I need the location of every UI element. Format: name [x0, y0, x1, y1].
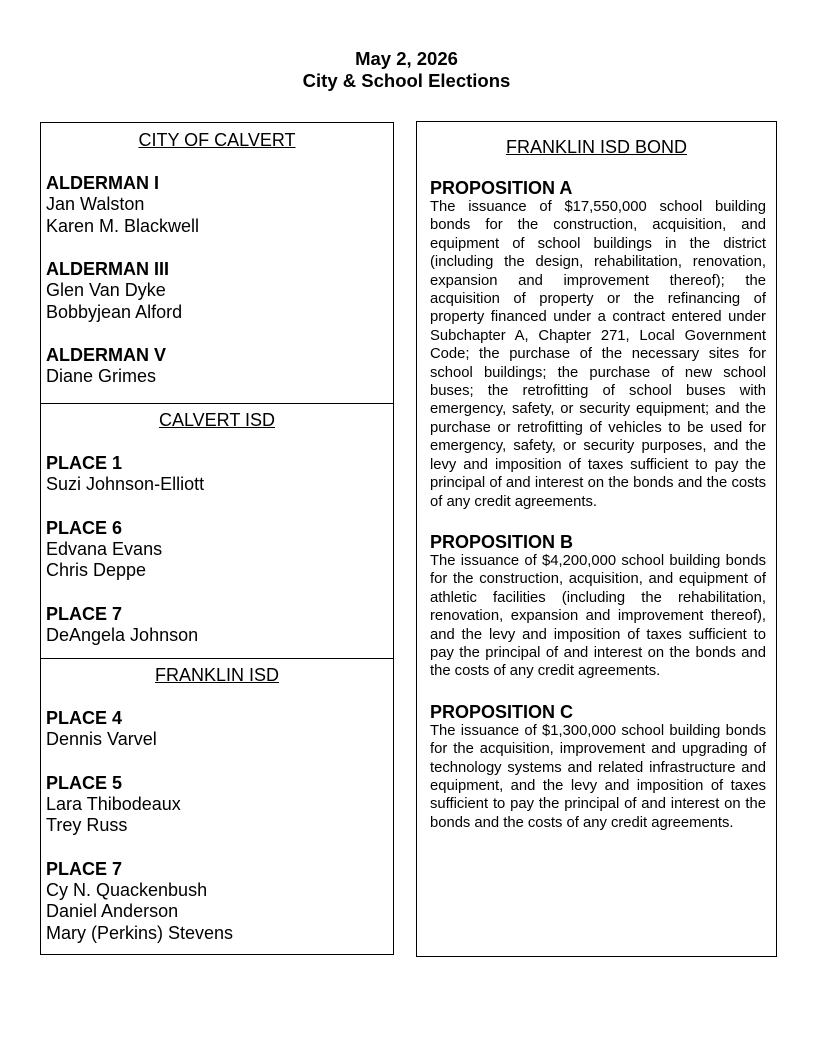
candidate: Jan Walston [46, 194, 145, 214]
proposition-b [430, 532, 766, 681]
proposition-text: The issuance of $17,550,000 school building bonds for the construction, acquisition, and equipment of school buildings in the district (including the design, rehabilitation, renovation, expansion and improvement thereof); the acquisition of property or the refinancing of property financed under a contract entered under Subchapter A, Chapter 271, Local Government Code; the purchase of the necessary sites for school buildings; the purchase of new school buses; the retrofitting of school buses with emergency, safety, or security equipment; and the purchase or retrofitting of vehicles to be used for emergency, safety, or security purposes, and the levy and imposition of taxes sufficient to pay the principal of and interest on the bonds and the costs of any credit agreements. [430, 199, 766, 510]
section-heading: CALVERT ISD [158, 410, 276, 430]
section-city-of-calvert [41, 123, 393, 404]
candidate: Karen M. Blackwell [46, 215, 200, 236]
race-title: ALDERMAN III [46, 259, 169, 279]
candidate: DeAngela Johnson [46, 624, 199, 645]
candidate: Lara Thibodeaux [46, 793, 181, 814]
proposition-text: The issuance of $1,300,000 school building bonds for the acquisition, improvement and upgrading of technology systems and related infrastructure and equipment, and the levy and imposition of taxes sufficient to pay the principal of and interest on the bonds and the costs of any credit agreements. [430, 722, 766, 831]
race [46, 772, 393, 837]
proposition-title: PROPOSITION B [430, 531, 574, 552]
election-subtitle: City & School Elections [302, 70, 511, 91]
candidate: Edvana Evans [46, 538, 163, 559]
proposition-title: PROPOSITION C [430, 701, 574, 722]
document-title [0, 48, 813, 92]
race-title: PLACE 4 [46, 708, 123, 728]
candidate: Chris Deppe [46, 560, 147, 580]
race [46, 258, 393, 323]
bond-box [416, 121, 777, 957]
proposition-title: PROPOSITION A [430, 178, 573, 198]
candidate: Cy N. Quackenbush [46, 879, 208, 900]
race [46, 344, 393, 388]
race [46, 603, 393, 647]
candidate: Daniel Anderson [46, 901, 179, 921]
race-title: ALDERMAN V [46, 345, 166, 365]
candidates-box [40, 122, 394, 955]
proposition-a [430, 178, 766, 511]
candidate: Glen Van Dyke [46, 280, 166, 300]
candidate: Dennis Varvel [46, 729, 157, 749]
election-date: May 2, 2026 [355, 48, 458, 69]
race [46, 707, 393, 751]
bond-heading: FRANKLIN ISD BOND [505, 137, 688, 157]
race [46, 452, 393, 496]
section-heading: CITY OF CALVERT [138, 130, 296, 150]
proposition-c [430, 702, 766, 832]
race-title: PLACE 7 [46, 603, 123, 624]
race [46, 858, 393, 945]
candidate: Bobbyjean Alford [46, 301, 183, 322]
race-title: PLACE 5 [46, 772, 123, 793]
race [46, 172, 393, 237]
proposition-text: The issuance of $4,200,000 school building bonds for the construction, acquisition, and equipment of athletic facilities (including the rehabilitation, renovation, expansion and improvement thereof), and the levy and imposition of taxes sufficient to pay the principal of and interest on the bonds and the costs of any credit agreements. [430, 552, 766, 680]
section-calvert-isd [41, 403, 393, 659]
candidate: Trey Russ [46, 815, 128, 835]
race [46, 517, 393, 582]
candidate: Diane Grimes [46, 366, 157, 386]
section-heading: FRANKLIN ISD [154, 665, 280, 685]
race-title: PLACE 6 [46, 517, 123, 538]
section-franklin-isd [41, 658, 393, 955]
race-title: ALDERMAN I [46, 173, 159, 193]
candidate: Mary (Perkins) Stevens [46, 922, 234, 943]
race-title: PLACE 1 [46, 453, 123, 473]
candidate: Suzi Johnson-Elliott [46, 474, 205, 494]
race-title: PLACE 7 [46, 858, 123, 879]
